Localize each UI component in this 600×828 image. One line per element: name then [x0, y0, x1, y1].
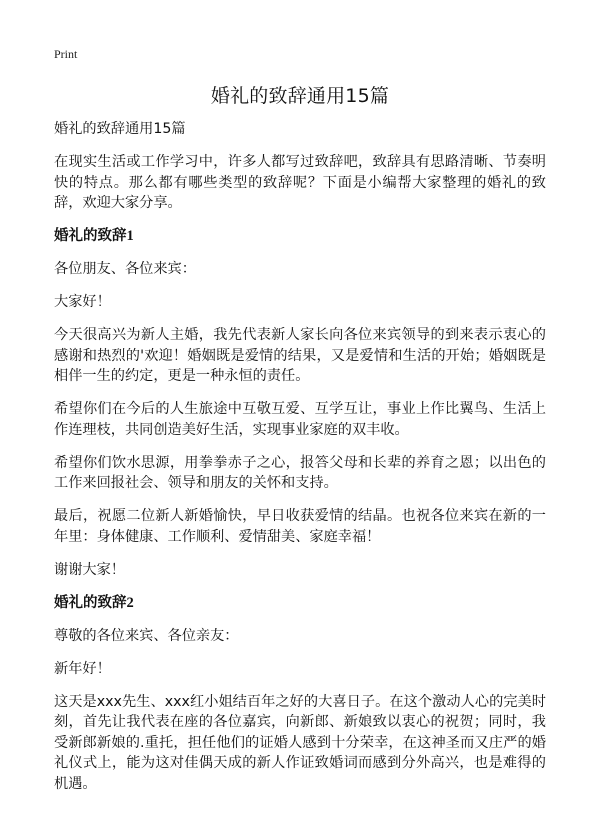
paragraph: 各位朋友、各位来宾：	[54, 261, 196, 277]
paragraph: 大家好！	[54, 294, 111, 310]
section-heading: 婚礼的致辞1	[54, 228, 134, 244]
document-body	[54, 119, 546, 807]
section-1	[54, 226, 546, 580]
document-subtitle: 婚礼的致辞通用15篇	[54, 121, 186, 137]
paragraph: 今天很高兴为新人主婚，我先代表新人家长向各位来宾领导的到来表示衷心的感谢和热烈的'欢迎！婚姻既是爱情的结果，又是爱情和生活的开始；婚姻既是相伴一生的约定，更是一种永恒的责任。	[54, 327, 546, 384]
paragraph: 希望你们在今后的人生旅途中互敬互爱、互学互让，事业上作比翼鸟、生活上作连理枝，共同创造美好生活，实现事业家庭的双丰收。	[54, 401, 546, 438]
section-2	[54, 593, 546, 795]
document-title: 婚礼的致辞通用15篇	[210, 85, 390, 107]
section-heading: 婚礼的致辞2	[54, 594, 134, 611]
paragraph: 希望你们饮水思源，用拳拳赤子之心，报答父母和长辈的养育之恩；以出色的工作来回报社会、领导和朋友的关怀和支持。	[54, 454, 546, 491]
print-link[interactable]: Print	[54, 47, 78, 61]
paragraph: 新年好！	[54, 660, 111, 677]
paragraph: 这天是xxx先生、xxx红小姐结百年之好的大喜日子。在这个激动人心的完美时刻，首先让我代表在座的各位嘉宾，向新郎、新娘致以衷心的祝贺；同时，我受新郎新娘的.重托，担任他们的证婚人感到十分荣幸，在这神圣而又庄严的婚礼仪式上，能为这对佳偶天成的新人作证致婚词而感到分外高兴，也是难得的机遇。	[54, 693, 546, 792]
intro-paragraph: 在现实生活或工作学习中，许多人都写过致辞吧，致辞具有思路清晰、节奏明快的特点。那么都有哪些类型的致辞呢？下面是小编帮大家整理的婚礼的致辞，欢迎大家分享。	[54, 154, 546, 211]
paragraph: 最后，祝愿二位新人新婚愉快，早日收获爱情的结晶。也祝各位来宾在新的一年里：身体健康、工作顺利、爱情甜美、家庭幸福！	[54, 508, 546, 545]
paragraph: 谢谢大家！	[54, 561, 125, 578]
paragraph: 尊敬的各位来宾、各位亲友：	[54, 627, 239, 644]
